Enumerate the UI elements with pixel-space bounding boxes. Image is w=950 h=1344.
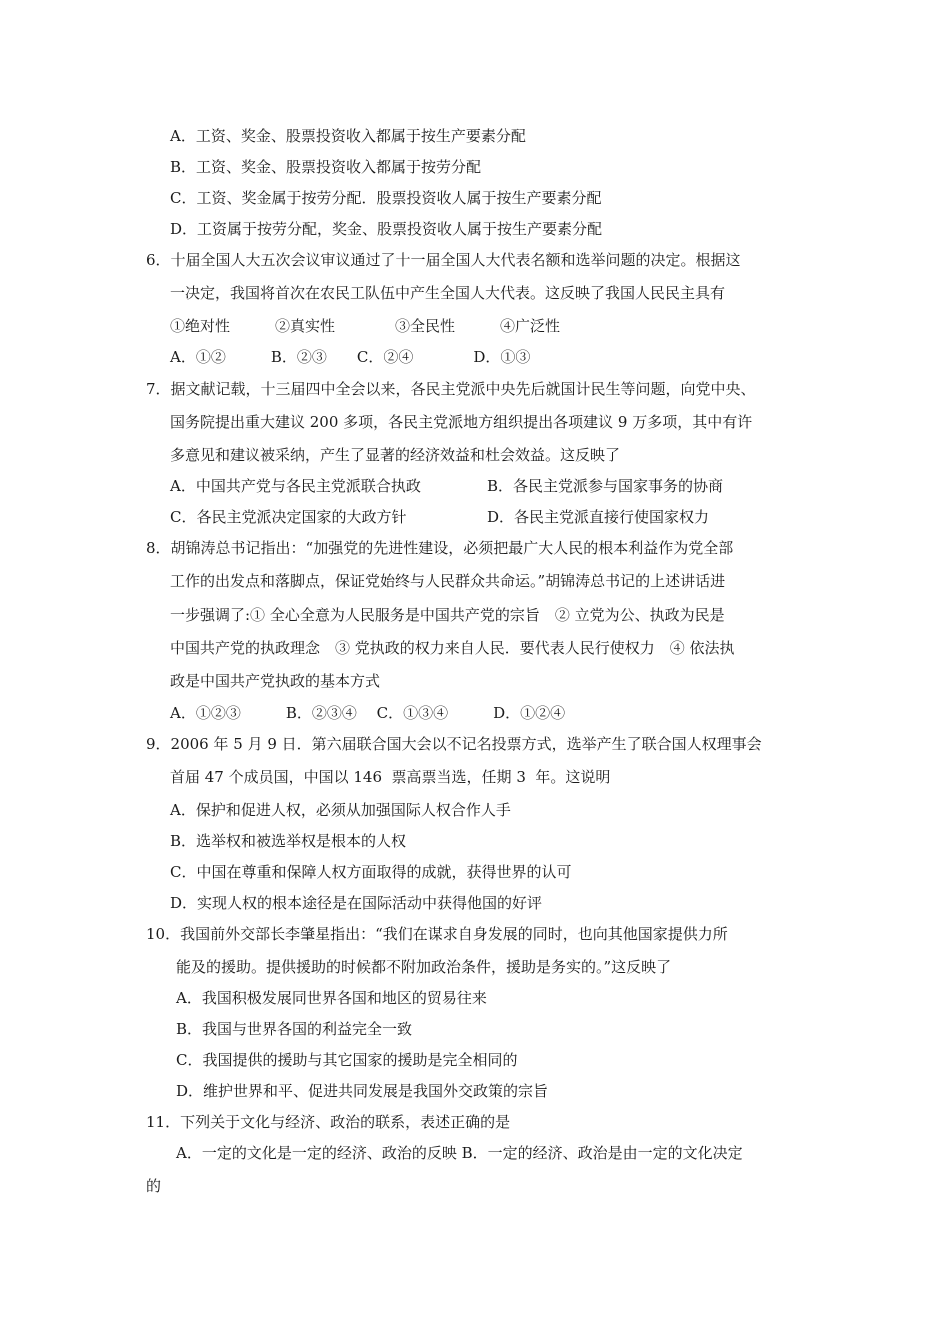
q10-option-d: D．维护世界和平、促进共同发展是我国外交政策的宗旨 (176, 1082, 549, 1100)
q8-stem-line-2: 工作的出发点和落脚点，保证党始终与人民群众共命运。”胡锦涛总书记的上述讲话进 (170, 572, 726, 590)
q7-option-d: D．各民主党派直接行使国家权力 (487, 508, 710, 526)
q9-option-d: D．实现人权的根本途径是在国际活动中获得他国的好评 (170, 894, 543, 912)
q9-option-c: C．中国在尊重和保障人权方面取得的成就，获得世界的认可 (170, 863, 572, 881)
q9-stem-line-1: 9．2006 年 5 月 9 日．第六届联合国大会以不记名投票方式，选举产生了联合国人权理事会 (146, 735, 762, 753)
q7-stem-line-1: 7．据文献记载，十三届四中全会以来，各民主党派中央先后就国计民生等问题，向党中央、 (146, 380, 756, 398)
q7-option-c: C．各民主党派决定国家的大政方针 (170, 508, 407, 526)
q9-stem-line-2: 首届 47 个成员国，中国以 146 票高票当选，任期 3 年。这说明 (170, 768, 611, 786)
q5-option-b: B．工资、奖金、股票投资收入都属于按劳分配 (170, 158, 482, 176)
q8-stem-line-3: 一步强调了:① 全心全意为人民服务是中国共产党的宗旨 ② 立党为公、执政为民是 (170, 606, 725, 624)
q6-stem-line-1: 6．十届全国人大五次会议审议通过了十一届全国人大代表名额和选举问题的决定。根据这 (146, 251, 741, 269)
q9-option-b: B．选举权和被选举权是根本的人权 (170, 832, 407, 850)
q6-choices: A．①② B．②③ C．②④ D．①③ (170, 348, 531, 366)
q7-option-a: A．中国共产党与各民主党派联合执政 (170, 477, 421, 495)
q8-stem-line-4: 中国共产党的执政理念 ③ 党执政的权力来自人民．要代表人民行使权力 ④ 依法执 (170, 639, 735, 657)
q11-option-b-tail: 的 (146, 1177, 162, 1195)
q6-stem-line-2: 一决定，我国将首次在农民工队伍中产生全国人大代表。这反映了我国人民民主具有 (170, 284, 726, 302)
q10-stem-line-1: 10．我国前外交部长李肇星指出：“我们在谋求自身发展的同时，也向其他国家提供力所 (146, 925, 728, 943)
q5-option-d: D．工资属于按劳分配，奖金、股票投资收人属于按生产要素分配 (170, 220, 603, 238)
q7-stem-line-2: 国务院提出重大建议 200 多项，各民主党派地方组织提出各项建议 9 万多项，其中有许 (170, 413, 753, 431)
q8-stem-line-1: 8．胡锦涛总书记指出：“加强党的先进性建设，必须把最广大人民的根本利益作为党全部 (146, 539, 734, 557)
q10-stem-line-2: 能及的援助。提供援助的时候都不附加政治条件，援助是务实的。”这反映了 (176, 958, 672, 976)
q8-stem-line-5: 政是中国共产党执政的基本方式 (170, 672, 381, 690)
q9-option-a: A．保护和促进人权，必须从加强国际人权合作人手 (170, 801, 511, 819)
q11-stem: 11．下列关于文化与经济、政治的联系，表述正确的是 (146, 1113, 511, 1131)
q8-choices: A．①②③ B．②③④ C．①③④ D．①②④ (170, 704, 566, 722)
q10-option-c: C．我国提供的援助与其它国家的援助是完全相同的 (176, 1051, 518, 1069)
q5-option-c: C．工资、奖金属于按劳分配．股票投资收人属于按生产要素分配 (170, 189, 602, 207)
q6-statements: ①绝对性 ②真实性 ③全民性 ④广泛性 (170, 317, 561, 335)
q10-option-a: A．我国积极发展同世界各国和地区的贸易往来 (176, 989, 487, 1007)
q7-option-b: B．各民主党派参与国家事务的协商 (487, 477, 724, 495)
q11-option-ab: A．一定的文化是一定的经济、政治的反映 B．一定的经济、政治是由一定的文化决定 (176, 1144, 743, 1162)
q10-option-b: B．我国与世界各国的利益完全一致 (176, 1020, 413, 1038)
q7-stem-line-3: 多意见和建议被采纳，产生了显著的经济效益和杜会效益。这反映了 (170, 446, 621, 464)
q5-option-a: A．工资、奖金、股票投资收入都属于按生产要素分配 (170, 127, 526, 145)
